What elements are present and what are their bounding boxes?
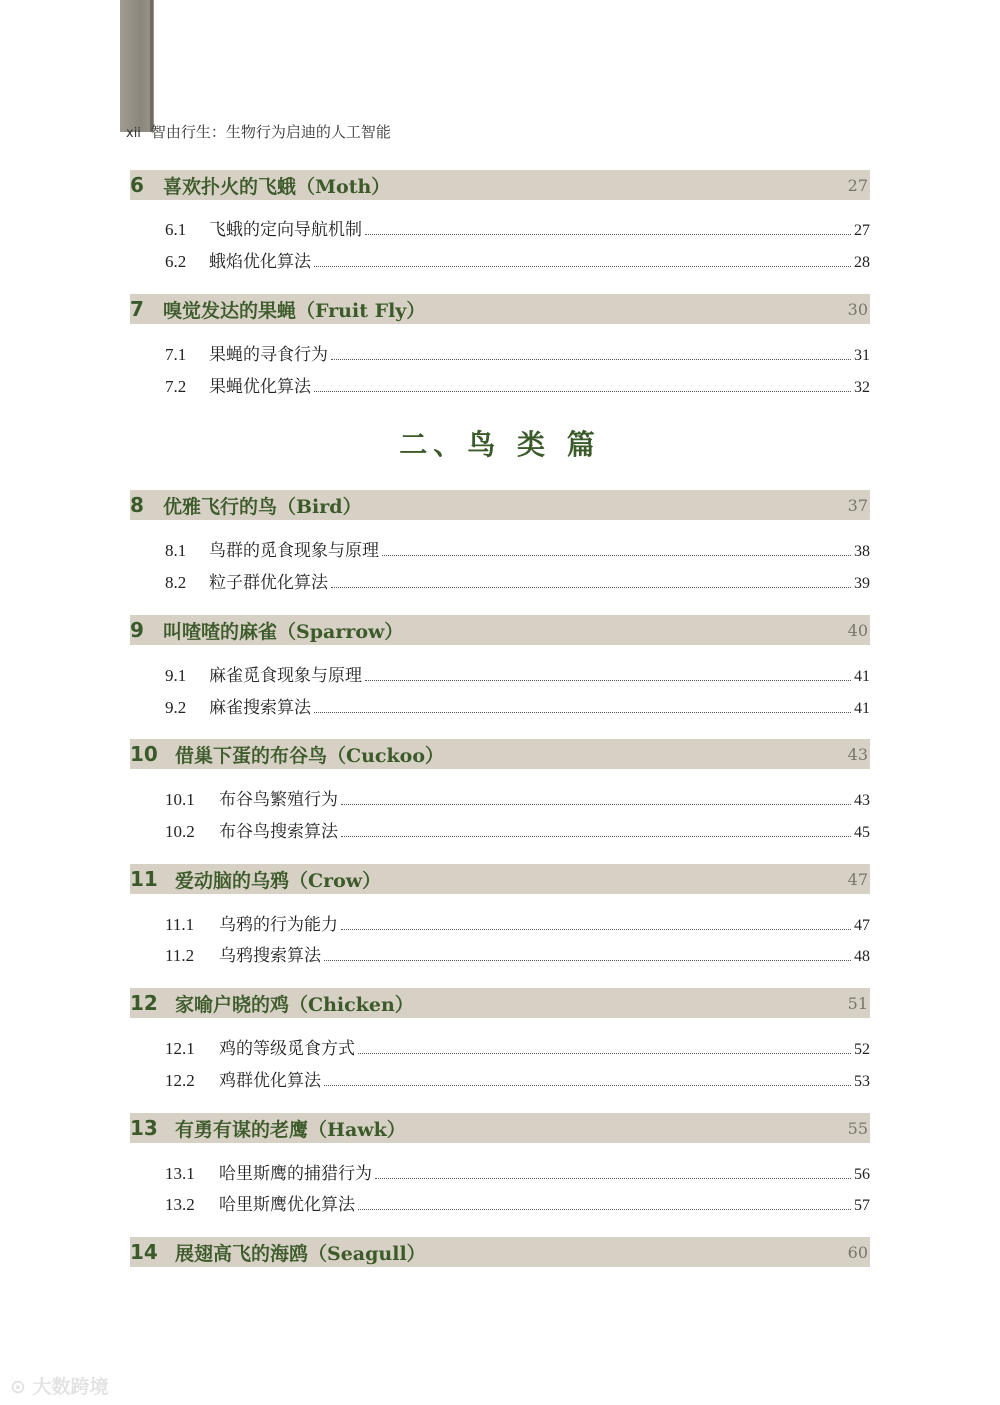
leader-dots xyxy=(314,712,851,713)
toc-chapter-8[interactable] xyxy=(130,490,870,520)
section-number: 9.1 xyxy=(165,666,187,685)
leader-dots xyxy=(314,266,851,267)
leader-dots xyxy=(375,1178,851,1179)
chapter-title: 家喻户晓的鸡（Chicken） xyxy=(175,993,414,1016)
leader-dots xyxy=(341,804,851,805)
section-page: 45 xyxy=(854,824,870,841)
section-page: 56 xyxy=(854,1166,870,1183)
section-title: 麻雀搜索算法 xyxy=(209,698,311,718)
section-number: 13.1 xyxy=(165,1164,195,1183)
toc-chapter-10[interactable] xyxy=(130,739,870,769)
toc-section[interactable] xyxy=(165,373,870,397)
page-number: xii xyxy=(126,126,141,141)
section-number: 11.1 xyxy=(165,915,195,934)
section-number: 6.2 xyxy=(165,252,187,271)
book-title: 智由行生：生物行为启迪的人工智能 xyxy=(150,123,391,141)
leader-dots xyxy=(358,1053,851,1054)
spine-line xyxy=(150,0,153,132)
toc-section[interactable] xyxy=(165,1191,870,1215)
running-head xyxy=(126,121,391,142)
toc-section[interactable] xyxy=(165,911,870,935)
section-title: 布谷鸟搜索算法 xyxy=(219,822,338,842)
toc-section[interactable] xyxy=(165,1035,870,1059)
chapter-page: 37 xyxy=(847,495,868,515)
section-number: 11.2 xyxy=(165,946,195,965)
section-page: 28 xyxy=(854,254,870,271)
chapter-number: 8 xyxy=(130,493,144,517)
toc-chapter-12[interactable] xyxy=(130,988,870,1018)
chapter-number: 13 xyxy=(130,1116,158,1140)
chapter-title: 展翅高飞的海鸥（Seagull） xyxy=(175,1242,426,1265)
chapter-number: 6 xyxy=(130,173,144,197)
toc-chapter-11[interactable] xyxy=(130,864,870,894)
chapter-page: 60 xyxy=(847,1242,868,1262)
section-page: 41 xyxy=(854,700,870,717)
section-number: 12.2 xyxy=(165,1071,195,1090)
section-number: 13.2 xyxy=(165,1195,195,1214)
chapter-title: 优雅飞行的鸟（Bird） xyxy=(163,495,362,518)
watermark xyxy=(10,1372,109,1399)
chapter-page: 27 xyxy=(847,175,868,195)
section-number: 8.1 xyxy=(165,541,187,560)
section-page: 39 xyxy=(854,575,870,592)
section-title: 鸟群的觅食现象与原理 xyxy=(209,541,379,561)
toc-section[interactable] xyxy=(165,818,870,842)
section-title: 鸡群优化算法 xyxy=(219,1071,321,1091)
chapter-number: 10 xyxy=(130,742,158,766)
toc-chapter-13[interactable] xyxy=(130,1113,870,1143)
leader-dots xyxy=(324,1085,851,1086)
chapter-title: 叫喳喳的麻雀（Sparrow） xyxy=(163,620,404,643)
chapter-title: 爱动脑的乌鸦（Crow） xyxy=(175,869,382,892)
section-number: 9.2 xyxy=(165,698,187,717)
section-title: 粒子群优化算法 xyxy=(209,573,328,593)
section-title: 哈里斯鹰的捕猎行为 xyxy=(219,1164,372,1184)
section-number: 10.2 xyxy=(165,822,195,841)
spine-decoration xyxy=(120,0,154,132)
part-title: 二、鸟 类 篇 xyxy=(399,428,601,461)
leader-dots xyxy=(382,555,851,556)
toc-section[interactable] xyxy=(165,1160,870,1184)
chapter-title: 喜欢扑火的飞蛾（Moth） xyxy=(163,175,391,198)
section-title: 蛾焰优化算法 xyxy=(209,252,311,272)
section-page: 57 xyxy=(854,1197,870,1214)
toc-section[interactable] xyxy=(165,216,870,240)
section-title: 麻雀觅食现象与原理 xyxy=(209,666,362,686)
section-page: 48 xyxy=(854,948,870,965)
chapter-title: 嗅觉发达的果蝇（Fruit Fly） xyxy=(163,299,426,322)
toc-section[interactable] xyxy=(165,248,870,272)
toc-section[interactable] xyxy=(165,537,870,561)
toc-chapter-14[interactable] xyxy=(130,1237,870,1267)
leader-dots xyxy=(365,680,851,681)
section-page: 41 xyxy=(854,668,870,685)
section-title: 鸡的等级觅食方式 xyxy=(219,1039,355,1059)
section-number: 12.1 xyxy=(165,1039,195,1058)
section-page: 52 xyxy=(854,1041,870,1058)
chapter-number: 12 xyxy=(130,991,158,1015)
section-number: 10.1 xyxy=(165,790,195,809)
section-page: 38 xyxy=(854,543,870,560)
leader-dots xyxy=(341,836,851,837)
section-number: 8.2 xyxy=(165,573,187,592)
toc-section[interactable] xyxy=(165,662,870,686)
toc-chapter-9[interactable] xyxy=(130,615,870,645)
leader-dots xyxy=(358,1209,851,1210)
toc-section[interactable] xyxy=(165,786,870,810)
chapter-page: 55 xyxy=(847,1118,868,1138)
toc-section[interactable] xyxy=(165,694,870,718)
chapter-title: 有勇有谋的老鹰（Hawk） xyxy=(175,1118,406,1141)
toc-section[interactable] xyxy=(165,1067,870,1091)
section-title: 乌鸦搜索算法 xyxy=(219,946,321,966)
section-title: 哈里斯鹰优化算法 xyxy=(219,1195,355,1215)
leader-dots xyxy=(331,359,851,360)
chapter-number: 14 xyxy=(130,1240,158,1264)
chapter-page: 51 xyxy=(847,993,868,1013)
section-page: 27 xyxy=(854,222,870,239)
section-page: 47 xyxy=(854,917,870,934)
toc-section[interactable] xyxy=(165,942,870,966)
section-number: 7.1 xyxy=(165,345,187,364)
chapter-page: 40 xyxy=(847,620,868,640)
section-page: 53 xyxy=(854,1073,870,1090)
chapter-number: 9 xyxy=(130,618,144,642)
section-page: 43 xyxy=(854,792,870,809)
section-page: 32 xyxy=(854,379,870,396)
leader-dots xyxy=(341,929,851,930)
leader-dots xyxy=(365,234,851,235)
section-number: 6.1 xyxy=(165,220,187,239)
leader-dots xyxy=(331,587,851,588)
section-title: 果蝇的寻食行为 xyxy=(209,345,328,365)
toc-section[interactable] xyxy=(165,341,870,365)
toc-chapter-7[interactable] xyxy=(130,294,870,324)
section-title: 飞蛾的定向导航机制 xyxy=(209,220,362,240)
chapter-title: 借巢下蛋的布谷鸟（Cuckoo） xyxy=(175,744,445,767)
chapter-number: 7 xyxy=(130,297,144,321)
section-title: 果蝇优化算法 xyxy=(209,377,311,397)
toc-chapter-6[interactable] xyxy=(130,170,870,200)
chapter-page: 47 xyxy=(847,869,868,889)
chapter-page: 43 xyxy=(847,744,868,764)
watermark-text: 大数跨境 xyxy=(32,1376,109,1398)
section-number: 7.2 xyxy=(165,377,187,396)
watermark-logo-icon: ⊙ xyxy=(10,1376,26,1398)
section-title: 布谷鸟繁殖行为 xyxy=(219,790,338,810)
section-title: 乌鸦的行为能力 xyxy=(219,915,338,935)
leader-dots xyxy=(324,960,851,961)
section-page: 31 xyxy=(854,347,870,364)
leader-dots xyxy=(314,391,851,392)
toc-section[interactable] xyxy=(165,569,870,593)
chapter-page: 30 xyxy=(847,299,868,319)
chapter-number: 11 xyxy=(130,867,158,891)
